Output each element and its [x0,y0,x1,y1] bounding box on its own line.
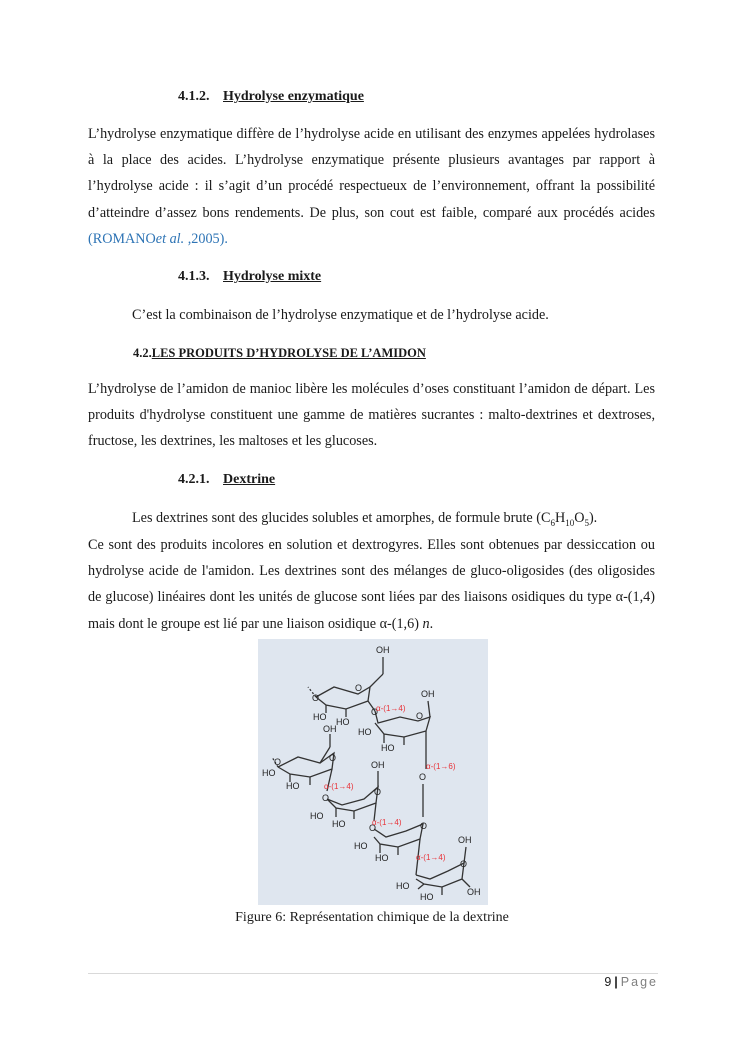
heading-title: LES PRODUITS D’HYDROLYSE DE L’AMIDON [151,346,426,360]
heading-4-1-3 [178,269,321,285]
o-label: O [419,772,427,782]
formula-line-text: Les dextrines sont des glucides solubles et amorphes, de formule brute (C [132,510,551,526]
italic-n: n [422,615,430,632]
citation [88,231,228,247]
o-label: O [322,793,330,803]
paragraph-produits-hydrolyse: L’hydrolyse de l’amidon de manioc libère les molécules d’oses constituant l’amidon de départ. Les produits d'hydrolyse constituent une gamme de matières sucrantes : malto-dextrines et dextroses, fructose, les dextrines, les maltoses et les glucoses. [88,381,655,450]
heading-number: 4.2.1. [178,472,210,487]
ho-label: HO [375,853,389,863]
citation-etal: et al. [155,230,185,247]
dextrine-structure-diagram [258,639,488,905]
o-label: O [329,753,337,763]
glucose-ring-6 [416,863,464,887]
paragraph-dextrine-formula-line [132,510,597,528]
o-label: O [369,823,377,833]
paragraph-hydrolyse-enzymatique [88,121,655,252]
heading-4-2 [133,346,426,361]
glucose-ring-3 [278,753,337,777]
heading-4-1-2 [178,89,364,105]
oh-label: OH [421,689,435,699]
page-footer [604,975,658,989]
oh-label: OH [458,835,472,845]
oh-label: OH [323,724,337,734]
oh-label: OH [467,887,481,897]
paragraph-dextrine [88,532,655,637]
ho-label: HO [396,881,410,891]
formula-sub-o: 5 [584,517,589,528]
ho-label: HO [420,892,434,902]
page-number: 9 [604,975,612,989]
bond [462,879,470,887]
o-label: O [374,787,382,797]
bond-label-1-4: α-(1→4) [324,782,354,791]
paragraph-hydrolyse-mixte: C’est la combinaison de l’hydrolyse enzymatique et de l’hydrolyse acide. [132,307,549,323]
heading-title: Dextrine [223,472,276,487]
bond-type-labels [324,704,456,862]
o-label: O [312,693,320,703]
heading-4-2-1 [178,472,275,488]
o-label: O [274,757,282,767]
bond-label-1-4: α-(1→4) [376,704,406,713]
formula-sub-c: 6 [550,517,555,528]
heading-number: 4.1.2. [178,89,210,104]
dextrine-structure-figure [258,639,488,905]
paragraph-text: L’hydrolyse enzymatique diffère de l’hydrolyse acide en utilisant des enzymes appelées hydrolases à la place des acides. L’hydrolyse enzymatique présente plusieurs avantages par rapport à l’hydrolyse acide : il s’agit d’un procédé respectueux de l’environnement, offrant la possibilité d’atteindre d’assez bons rendements. De plus, son cout est faible, comparé aux procédés acides [88,126,655,221]
bond [418,884,424,889]
oh-label: OH [376,645,390,655]
bond-label-1-4: α-(1→4) [416,853,446,862]
formula-h: H [554,510,566,526]
heading-title: Hydrolyse enzymatique [223,89,364,104]
heading-number: 4.1.3. [178,269,210,284]
paragraph-text: Ce sont des produits incolores en solution et dextrogyres. Elles sont obtenues par dessiccation ou hydrolyse acide de l'amidon. Les dextrines sont des mélanges de gluco-oligosides (des oligosides de glucose) linéaires dont les unités de glucose sont liées par des liaisons osidiques du type α-(1,4) mais dont le groupe est lié par une liaison osidique α-(1,6) [88,537,655,632]
ho-label: HO [262,768,276,778]
oh-label: OH [371,760,385,770]
bond [370,674,383,687]
bond-label-1-4: α-(1→4) [372,818,402,827]
bond [428,701,430,717]
o-label: O [460,859,468,869]
page-label: Page [620,975,658,989]
glucose-ring-5 [374,824,423,847]
ho-label: HO [332,819,346,829]
footer-rule [88,973,658,974]
formula-sub-h: 10 [565,517,575,528]
citation-author: (ROMANO [88,230,156,247]
o-label: O [371,707,379,717]
ho-label: HO [354,841,368,851]
figure-caption: Figure 6: Représentation chimique de la dextrine [235,910,509,925]
formula-o: O [574,510,585,526]
o-label: O [355,683,363,693]
footer-separator: | [614,975,618,989]
atom-labels [262,645,481,902]
bond-label-1-6: α-(1→6) [426,762,456,771]
ho-label: HO [313,712,327,722]
citation-year: ,2005). [184,230,228,247]
paragraph-end: . [429,615,434,632]
ho-label: HO [310,811,324,821]
ho-label: HO [286,781,300,791]
ho-label: HO [336,717,350,727]
o-label: O [420,821,428,831]
o-label: O [416,711,424,721]
heading-number: 4.2. [133,346,152,360]
formula-end: ). [588,510,598,526]
heading-title: Hydrolyse mixte [223,269,322,284]
ho-label: HO [381,743,395,753]
ho-label: HO [358,727,372,737]
